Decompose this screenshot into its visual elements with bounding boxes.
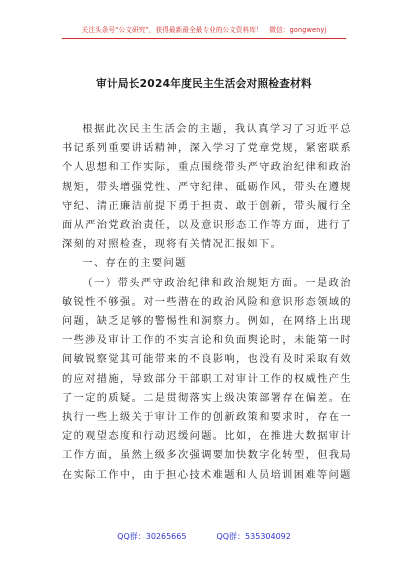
- promo-banner: 关注头条号“公文研究”，获得最新最全最专业的公文资料库！ 微信：gongwenyj: [81, 26, 327, 34]
- header-divider: [62, 38, 346, 39]
- document-title: 审计局长2024年度民主生活会对照检查材料: [96, 78, 312, 90]
- qq-group-1: QQ群：30265665: [117, 532, 187, 541]
- footer-contact: [0, 531, 408, 542]
- section-heading: 一、存在的主要问题: [82, 258, 187, 270]
- intro-paragraph: 根据此次民主生活会的主题，我认真学习了习近平总书记系列重要讲话精神，深入学习了党章党规，紧密联系个人思想和工作实际，重点围绕带头严守政治纪律和政治规矩，带头增强党性、严守纪律、砥砺作风，带头在遵规守纪、清正廉洁前提下勇于担责、敢于创新，带头履行全面从严治党政治责任，以及意识形态工作等方面，进行了深刻的对照检查，现将有关情况汇报如下。: [62, 124, 352, 251]
- document-body: [62, 120, 352, 485]
- body-paragraph: （一）带头严守政治纪律和政治规矩方面。一是政治敏锐性不够强。对一些潜在的政治风险和意识形态领域的问题，缺乏足够的警惕性和洞察力。例如，在网络上出现一些涉及审计工作的不实言论和负面舆论时，未能第一时间敏锐察觉其可能带来的不良影响，也没有及时采取有效的应对措施，导致部分干部职工对审计工作的权威性产生了一定的质疑。二是贯彻落实上级决策部署存在偏差。在执行一些上级关于审计工作的创新政策和要求时，存在一定的观望态度和行动迟缓问题。比如，在推进大数据审计工作方面，虽然上级多次强调要加快数字化转型，但我局在实际工作中，由于担心技术难题和人员培训困难等问题: [62, 277, 352, 481]
- qq-group-2: QQ群：535304092: [216, 532, 291, 541]
